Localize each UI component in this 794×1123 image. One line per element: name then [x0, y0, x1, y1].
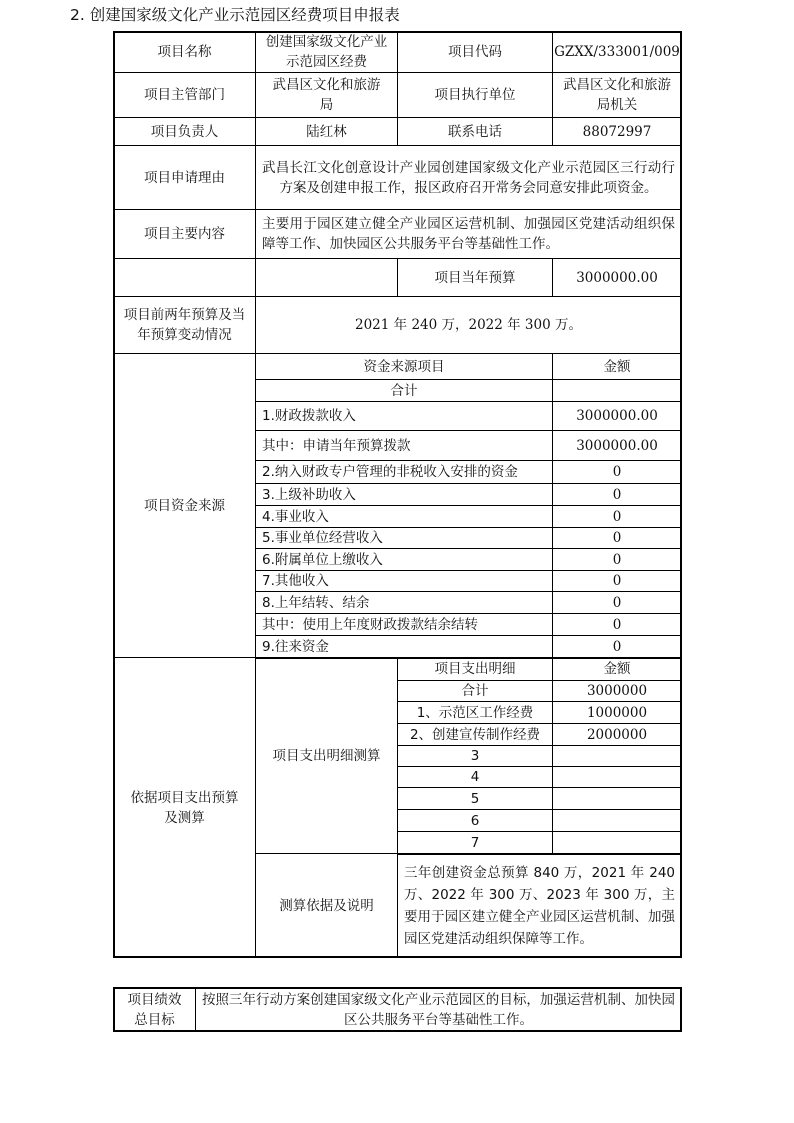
expense-total-label: 合计	[397, 680, 553, 702]
expense-row-name: 3	[397, 745, 553, 767]
expense-row-amount: 1000000	[552, 701, 682, 724]
funding-row-name: 8.上年结转、结余	[255, 591, 553, 614]
funding-row-name: 7.其他收入	[255, 570, 553, 592]
performance-cell	[195, 987, 682, 1032]
expense-row-name: 1、示范区工作经费	[397, 701, 553, 724]
funding-row-amount: 3000000.00	[552, 401, 682, 431]
expense-row-name: 4	[397, 766, 553, 788]
project-name-value: 创建国家级文化产业示范园区经费	[255, 31, 398, 73]
funding-row-amount: 0	[552, 527, 682, 549]
exec-value: 武昌区文化和旅游局机关	[552, 72, 682, 118]
basis-cell	[397, 853, 682, 958]
funding-row-name: 2.纳入财政专户管理的非税收入安排的资金	[255, 460, 553, 484]
content-value: 主要用于园区建立健全产业园区运营机制、加强园区党建活动组织保障等工作、加快园区公共服务平台等基础性工作。	[262, 216, 675, 252]
funding-row-amount: 0	[552, 548, 682, 571]
expense-row-amount	[552, 809, 682, 832]
basis-value: 三年创建资金总预算 840 万，2021 年 240 万、2022 年 300 万、2023 年 300 万，主要用于园区建立健全产业园区运营机制、加强园区党建活动组织保障等工作。	[404, 864, 675, 947]
exec-label: 项目执行单位	[397, 72, 553, 118]
leader-value: 陆红林	[255, 117, 398, 146]
expense-row-amount: 2000000	[552, 723, 682, 746]
funding-total-amount	[552, 379, 682, 402]
expense-label: 依据项目支出预算及测算	[113, 657, 256, 958]
funding-row-amount: 0	[552, 613, 682, 636]
project-name-label: 项目名称	[113, 31, 256, 73]
page-title: 2. 创建国家级文化产业示范园区经费项目申报表	[70, 6, 400, 24]
performance-label: 项目绩效总目标	[113, 987, 196, 1032]
budget-value: 3000000.00	[552, 258, 682, 297]
performance-value: 按照三年行动方案创建国家级文化产业示范园区的目标，加强运营机制、加快园区公共服务平台等基础性工作。	[202, 991, 675, 1028]
expense-col-item: 项目支出明细	[397, 657, 553, 681]
empty-cell-a	[113, 258, 256, 297]
project-code-value: GZXX/333001/009	[552, 31, 682, 73]
funding-row-name: 4.事业收入	[255, 505, 553, 528]
reason-value: 武昌长江文化创意设计产业园创建国家级文化产业示范园区三行动行方案及创建申报工作，报区政府召开常务会同意安排此项资金。	[262, 159, 675, 196]
project-code-label: 项目代码	[397, 31, 553, 73]
funding-row-amount: 0	[552, 635, 682, 659]
funding-row-name: 其中：申请当年预算拨款	[255, 430, 553, 461]
expense-row-amount	[552, 787, 682, 810]
funding-row-amount: 0	[552, 570, 682, 592]
dept-value: 武昌区文化和旅游局	[255, 72, 398, 118]
funding-row-amount: 0	[552, 591, 682, 614]
funding-row-amount: 0	[552, 460, 682, 484]
content-cell	[255, 209, 682, 259]
funding-row-name: 6.附属单位上缴收入	[255, 548, 553, 571]
expense-row-name: 2、创建宣传制作经费	[397, 723, 553, 746]
funding-label: 项目资金来源	[113, 353, 256, 658]
expense-row-amount	[552, 831, 682, 855]
prev-budget-label: 项目前两年预算及当年预算变动情况	[113, 296, 256, 354]
phone-label: 联系电话	[397, 117, 553, 146]
basis-label: 测算依据及说明	[255, 853, 398, 958]
dept-label: 项目主管部门	[113, 72, 256, 118]
phone-value: 88072997	[552, 117, 682, 146]
funding-row-amount: 3000000.00	[552, 430, 682, 461]
reason-label: 项目申请理由	[113, 145, 256, 210]
expense-row-name: 5	[397, 787, 553, 810]
expense-row-amount	[552, 745, 682, 767]
expense-row-amount	[552, 766, 682, 788]
expense-row-name: 7	[397, 831, 553, 855]
content-label: 项目主要内容	[113, 209, 256, 259]
prev-budget-value: 2021 年 240 万，2022 年 300 万。	[255, 296, 682, 354]
expense-detail-label: 项目支出明细测算	[255, 657, 398, 854]
funding-row-amount: 0	[552, 483, 682, 506]
expense-total-amount: 3000000	[552, 680, 682, 702]
funding-row-name: 其中：使用上年度财政拨款结余结转	[255, 613, 553, 636]
funding-col-amount: 金额	[552, 353, 682, 380]
reason-cell	[255, 145, 682, 210]
empty-cell-b	[255, 258, 398, 297]
funding-row-amount: 0	[552, 505, 682, 528]
funding-row-name: 9.往来资金	[255, 635, 553, 659]
expense-col-amount: 金额	[552, 657, 682, 681]
funding-row-name: 1.财政拨款收入	[255, 401, 553, 431]
expense-row-name: 6	[397, 809, 553, 832]
funding-row-name: 3.上级补助收入	[255, 483, 553, 506]
budget-label: 项目当年预算	[397, 258, 553, 297]
funding-col-source: 资金来源项目	[255, 353, 553, 380]
funding-row-name: 5.事业单位经营收入	[255, 527, 553, 549]
funding-total-label: 合计	[255, 379, 553, 402]
leader-label: 项目负责人	[113, 117, 256, 146]
